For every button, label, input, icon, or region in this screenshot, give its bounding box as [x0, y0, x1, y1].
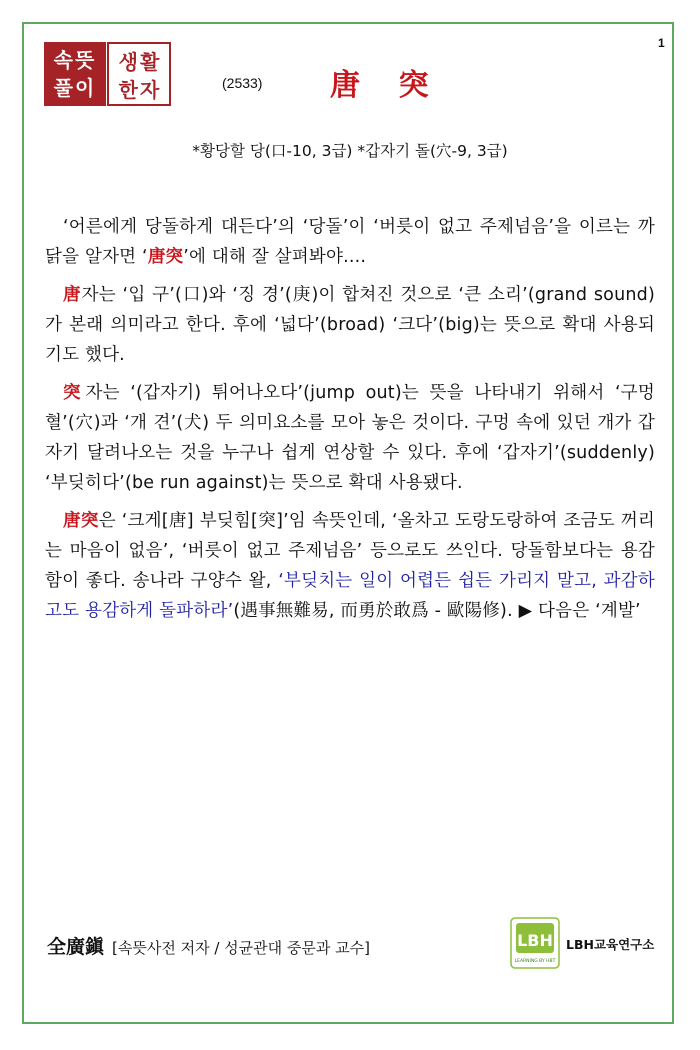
quote-text: ‘부딪치는 일이 어렵든 쉽든 가리지 말고, 과감하고도 용감하게 돌파하라’	[45, 571, 655, 621]
paragraph-conclusion	[45, 506, 655, 626]
paragraph-dang	[45, 280, 655, 370]
text-run: ’에 대해 잘 살펴봐야....	[183, 247, 367, 267]
doc-number: (2533)	[222, 75, 263, 91]
text-run: 자는 ‘입 구’(口)와 ‘징 경’(庚)이 합쳐진 것으로 ‘큰 소리’(grand sound)가 본래 의미라고 한다. 후에 ‘넓다’(broad) ‘크다’(big)는 뜻으로 확대 사용되기도 했다.	[45, 285, 655, 365]
text-run: 은 ‘크게[唐] 부딪힘[突]’임 속뜻인데, ‘올차고 도랑도랑하여 조금도 꺼리는 마음이 없음’, ‘버릇이 없고 주제넘음’ 등으로도 쓰인다. 당돌함보다는 용감함이 좋다. 송나라 구양수 왈,	[45, 511, 655, 591]
logo-text: 한자	[118, 78, 162, 102]
org-logo-icon	[510, 917, 560, 969]
character-info: *황당할 당(口-10, 3급) *갑자기 돌(穴-9, 3급)	[192, 142, 508, 160]
paragraph-dol	[45, 378, 655, 498]
text-run: ‘어른에게 당돌하게 대든다’의 ‘당돌’이 ‘버릇이 없고 주제넘음’을 이르는 까닭을 알자면 ‘	[45, 217, 655, 267]
org-logo-text: LBH	[517, 931, 553, 950]
series-logo	[44, 42, 171, 106]
highlight-term: 唐	[63, 285, 82, 305]
org-name: LBH교육연구소	[566, 937, 655, 952]
author-role: [속뜻사전 저자 / 성균관대 중문과 교수]	[112, 939, 370, 957]
highlight-term: 突	[63, 383, 86, 403]
logo-text: 생활	[118, 50, 162, 74]
author-name: 全廣鎭	[47, 936, 105, 958]
org-logo-subtext: LEARNING BY HBT	[514, 959, 556, 964]
highlight-term: 唐突	[63, 511, 99, 531]
page-title: 唐 突	[330, 68, 443, 103]
paragraph-intro	[45, 212, 655, 272]
logo-tile-white	[107, 42, 171, 106]
highlight-term: 唐突	[147, 247, 184, 267]
text-run: 자는 ‘(갑자기) 튀어나오다’(jump out)는 뜻을 나타내기 위해서 ‘구멍 혈’(穴)과 ‘개 견’(犬) 두 의미요소를 모아 놓은 것이다. 구멍 속에 있던 개가 갑자기 달려나오는 것을 누구나 쉽게 연상할 수 있다. 후에 ‘갑자기’(suddenly) ‘부딪히다’(be run against)는 뜻으로 확대 사용됐다.	[45, 383, 656, 493]
logo-text: 속뜻	[53, 48, 97, 72]
article-body	[45, 212, 655, 634]
logo-text: 풀이	[53, 76, 97, 100]
page-number: 1	[658, 36, 665, 50]
logo-tile-red	[44, 42, 106, 106]
text-run: (遇事無難易, 而勇於敢爲 - 歐陽修). ▶ 다음은 ‘계발’	[233, 601, 641, 621]
